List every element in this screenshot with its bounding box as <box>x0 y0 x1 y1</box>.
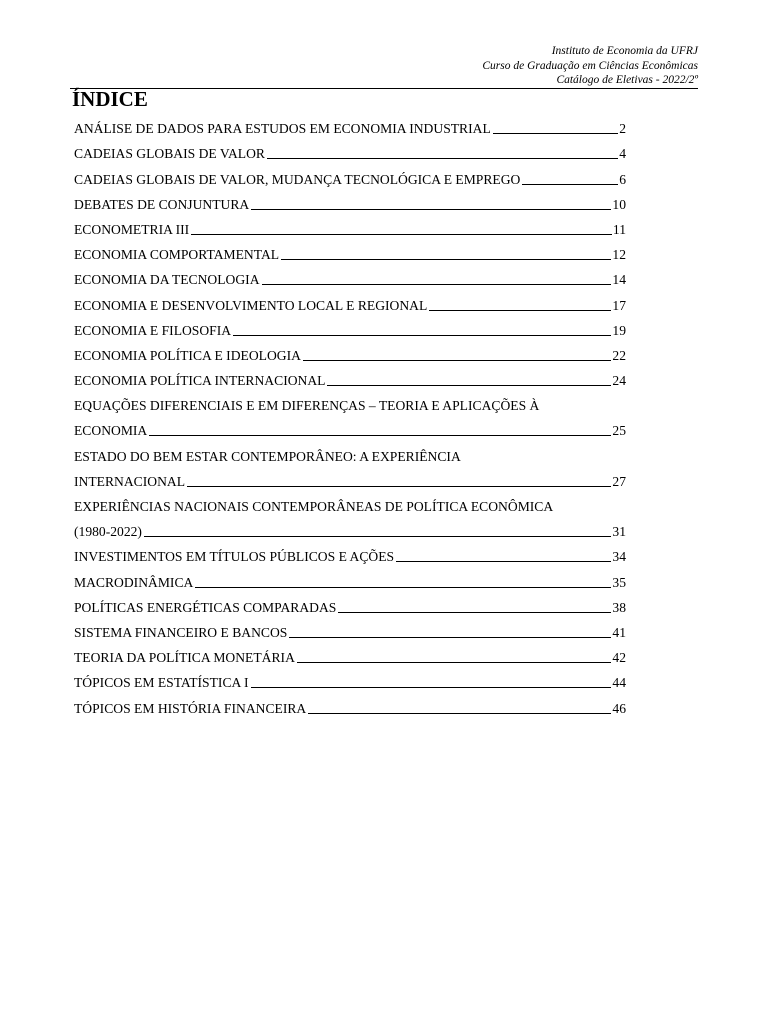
toc-entry-title: ECONOMIA COMPORTAMENTAL <box>74 247 280 263</box>
header-institute: Instituto de Economia da UFRJ <box>551 45 698 57</box>
toc-leader-line <box>144 536 611 537</box>
toc-entry[interactable] <box>74 545 626 570</box>
toc-entry-title: ECONOMIA POLÍTICA E IDEOLOGIA <box>74 347 301 363</box>
toc-entry-title: MACRODINÂMICA <box>74 574 194 590</box>
toc-line <box>74 596 626 621</box>
toc-entry-title: INVESTIMENTOS EM TÍTULOS PÚBLICOS E AÇÕES <box>74 549 395 565</box>
toc-page-number: 19 <box>612 322 626 338</box>
toc-line <box>74 671 626 696</box>
toc-entry-title: ANÁLISE DE DADOS PARA ESTUDOS EM ECONOMIA INDUSTRIAL <box>74 121 491 137</box>
toc-line <box>74 369 626 394</box>
toc-entry-title: ECONOMIA E FILOSOFIA <box>74 322 232 338</box>
toc-entry[interactable] <box>74 344 626 369</box>
toc-entry-title: POLÍTICAS ENERGÉTICAS COMPARADAS <box>74 599 337 615</box>
toc-line <box>74 495 626 520</box>
toc-page-number: 38 <box>612 599 626 615</box>
toc-leader-line <box>289 637 611 638</box>
toc-entry-title: TÓPICOS EM HISTÓRIA FINANCEIRA <box>74 700 307 716</box>
toc-line <box>74 218 626 243</box>
toc-entry[interactable] <box>74 293 626 318</box>
toc-leader-line <box>303 360 611 361</box>
toc-line <box>74 193 626 218</box>
header-catalog: Catálogo de Eletivas - 2022/2º <box>556 74 698 86</box>
toc-line <box>74 268 626 293</box>
toc-page-number: 31 <box>612 524 626 540</box>
toc-line <box>74 117 626 142</box>
toc-line <box>74 167 626 192</box>
toc-entry[interactable] <box>74 621 626 646</box>
toc-leader-line <box>191 234 612 235</box>
toc-line <box>74 646 626 671</box>
index-title: ÍNDICE <box>72 87 148 111</box>
toc-entry-title: TEORIA DA POLÍTICA MONETÁRIA <box>74 650 295 666</box>
table-of-contents <box>74 117 626 722</box>
running-header <box>298 44 698 88</box>
toc-line <box>74 545 626 570</box>
toc-entry-title: EQUAÇÕES DIFERENCIAIS E EM DIFERENÇAS – TEORIA E APLICAÇÕES À <box>74 398 540 414</box>
toc-leader-line <box>297 662 612 663</box>
toc-entry[interactable] <box>74 319 626 344</box>
toc-leader-line <box>327 385 611 386</box>
toc-page-number: 22 <box>612 347 626 363</box>
toc-line <box>74 142 626 167</box>
toc-entry[interactable] <box>74 696 626 721</box>
toc-page-number: 4 <box>619 146 626 162</box>
toc-page-number: 41 <box>612 624 626 640</box>
toc-entry-title: ECONOMIA DA TECNOLOGIA <box>74 272 260 288</box>
toc-line <box>74 470 626 495</box>
toc-entry-title: SISTEMA FINANCEIRO E BANCOS <box>74 624 288 640</box>
toc-page-number: 17 <box>612 297 626 313</box>
toc-entry[interactable] <box>74 243 626 268</box>
toc-entry-title: (1980-2022) <box>74 524 142 540</box>
toc-line <box>74 570 626 595</box>
toc-entry-title: ECONOMIA E DESENVOLVIMENTO LOCAL E REGIONAL <box>74 297 428 313</box>
toc-page-number: 11 <box>612 221 626 237</box>
toc-entry-title: INTERNACIONAL <box>74 473 186 489</box>
toc-line <box>74 696 626 721</box>
toc-entry[interactable] <box>74 646 626 671</box>
toc-entry[interactable] <box>74 570 626 595</box>
toc-entry-title: ECONOMIA POLÍTICA INTERNACIONAL <box>74 373 326 389</box>
toc-page-number: 25 <box>612 423 626 439</box>
header-divider <box>70 88 698 89</box>
toc-line <box>74 394 626 419</box>
toc-line <box>74 520 626 545</box>
toc-leader-line <box>281 259 611 260</box>
toc-entry[interactable] <box>74 142 626 167</box>
toc-entry[interactable] <box>74 117 626 142</box>
toc-leader-line <box>338 612 611 613</box>
toc-leader-line <box>308 713 611 714</box>
toc-line <box>74 243 626 268</box>
toc-leader-line <box>251 209 611 210</box>
toc-entry-title: ECONOMIA <box>74 423 148 439</box>
toc-line <box>74 293 626 318</box>
toc-entry-title: EXPERIÊNCIAS NACIONAIS CONTEMPORÂNEAS DE POLÍTICA ECONÔMICA <box>74 499 554 514</box>
toc-line <box>74 319 626 344</box>
toc-page-number: 44 <box>612 675 626 691</box>
toc-leader-line <box>267 158 618 159</box>
header-course: Curso de Graduação em Ciências Econômicas <box>482 59 698 72</box>
toc-page-number: 2 <box>619 121 626 137</box>
toc-leader-line <box>149 435 611 436</box>
toc-page-number: 35 <box>612 574 626 590</box>
toc-page-number: 27 <box>612 473 626 489</box>
toc-entry-title: ESTADO DO BEM ESTAR CONTEMPORÂNEO: A EXPERIÊNCIA <box>74 448 461 464</box>
toc-entry[interactable] <box>74 596 626 621</box>
toc-entry[interactable] <box>74 444 626 494</box>
toc-leader-line <box>429 310 611 311</box>
toc-entry-title: DEBATES DE CONJUNTURA <box>74 196 250 212</box>
toc-entry[interactable] <box>74 369 626 394</box>
toc-leader-line <box>396 561 611 562</box>
toc-entry-title: ECONOMETRIA III <box>74 221 190 237</box>
toc-line <box>74 419 626 444</box>
toc-leader-line <box>262 284 612 285</box>
toc-leader-line <box>493 133 618 134</box>
toc-leader-line <box>195 587 611 588</box>
toc-page-number: 14 <box>612 272 626 288</box>
toc-entry[interactable] <box>74 193 626 218</box>
toc-page-number: 24 <box>612 373 626 389</box>
toc-entry-title: TÓPICOS EM ESTATÍSTICA I <box>74 675 249 691</box>
toc-page-number: 6 <box>619 171 626 187</box>
toc-page-number: 10 <box>612 196 626 212</box>
toc-line <box>74 444 626 469</box>
toc-line <box>74 621 626 646</box>
toc-page-number: 46 <box>612 700 626 716</box>
toc-entry[interactable] <box>74 268 626 293</box>
toc-entry[interactable] <box>74 218 626 243</box>
toc-entry[interactable] <box>74 167 626 192</box>
toc-entry[interactable] <box>74 671 626 696</box>
toc-line <box>74 344 626 369</box>
toc-entry[interactable] <box>74 394 626 444</box>
toc-leader-line <box>233 335 611 336</box>
toc-entry-title: CADEIAS GLOBAIS DE VALOR <box>74 146 265 162</box>
toc-page-number: 34 <box>612 549 626 565</box>
toc-leader-line <box>251 687 612 688</box>
toc-leader-line <box>187 486 611 487</box>
toc-entry-title: CADEIAS GLOBAIS DE VALOR, MUDANÇA TECNOLÓGICA E EMPREGO <box>74 171 521 187</box>
toc-page-number: 42 <box>612 650 626 666</box>
toc-page-number: 12 <box>612 247 626 263</box>
toc-entry[interactable] <box>74 495 626 545</box>
toc-leader-line <box>522 184 618 185</box>
